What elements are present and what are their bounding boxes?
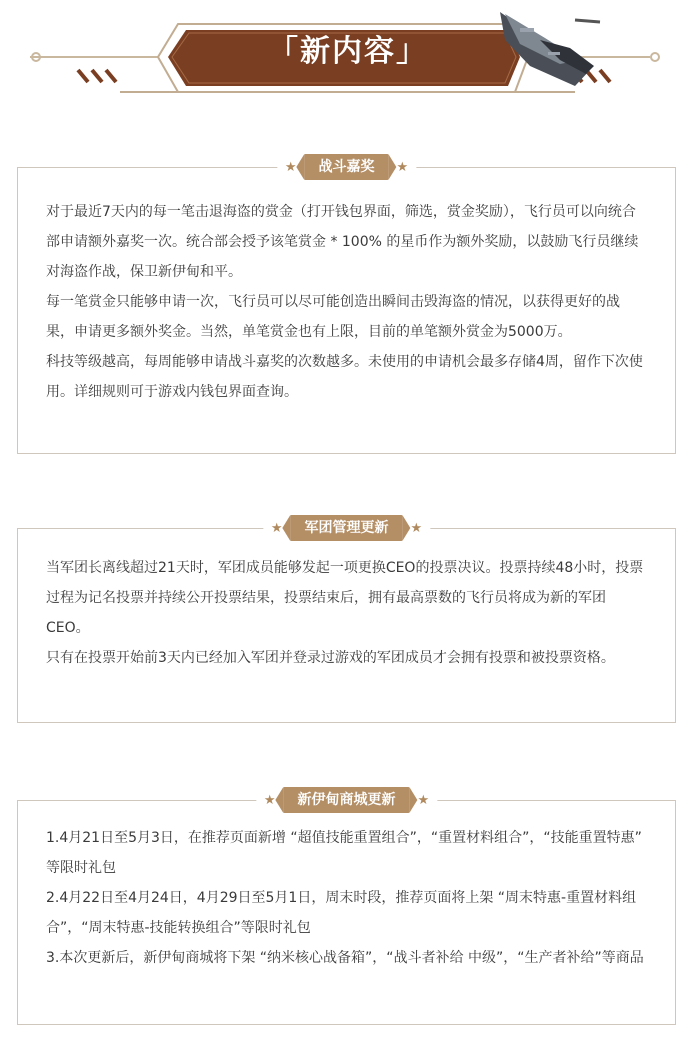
header-banner xyxy=(0,0,693,110)
star-icon: ★ xyxy=(263,792,276,808)
star-icon: ★ xyxy=(417,792,430,808)
list-item: 2.4月22日至4月24日，4月29日至5月1日，周末时段，推荐页面将上架 “周末特惠-重置材料组合”，“周末特惠-技能转换组合”等限时礼包 xyxy=(46,890,637,936)
star-icon: ★ xyxy=(284,159,297,175)
section-header xyxy=(263,515,430,541)
paragraph: 科技等级越高，每周能够申请战斗嘉奖的次数越多。未使用的申请机会最多存储4周，留作下次使用。详细规则可于游戏内钱包界面查询。 xyxy=(46,354,643,400)
star-icon: ★ xyxy=(410,520,423,536)
spaceship-icon xyxy=(500,12,600,86)
paragraph: 当军团长离线超过21天时，军团成员能够发起一项更换CEO的投票决议。投票持续48小时，投票过程为记名投票并持续公开投票结果，投票结束后，拥有最高票数的飞行员将成为新的军团CEO。 xyxy=(46,560,644,636)
star-icon: ★ xyxy=(270,520,283,536)
paragraph: 只有在投票开始前3天内已经加入军团并登录过游戏的军团成员才会拥有投票和被投票资格。 xyxy=(46,650,615,666)
section-body xyxy=(18,168,675,407)
section-title: 新伊甸商城更新 xyxy=(284,787,410,813)
section-store-update xyxy=(17,792,676,1025)
star-icon: ★ xyxy=(396,159,409,175)
list-item: 3.本次更新后，新伊甸商城将下架 “纳米核心战备箱”，“战斗者补给 中级”，“生产者补给”等商品 xyxy=(46,950,644,966)
section-title: 军团管理更新 xyxy=(291,515,403,541)
section-header xyxy=(277,154,416,180)
page-title: 「新内容」 xyxy=(268,34,428,69)
paragraph: 每一笔赏金只能够申请一次，飞行员可以尽可能创造出瞬间击毁海盗的情况，以获得更好的战果，申请更多额外奖金。当然，单笔赏金也有上限，目前的单笔额外赏金为5000万。 xyxy=(46,294,620,340)
section-body xyxy=(18,529,675,673)
section-corp-management xyxy=(17,520,676,723)
section-combat-reward xyxy=(17,159,676,454)
paragraph: 对于最近7天内的每一笔击退海盗的赏金（打开钱包界面，筛选，赏金奖励），飞行员可以向统合部申请额外嘉奖一次。统合部会授予该笔赏金 * 100% 的星币作为额外奖励，以鼓励飞行员继续对海盗作战，保卫新伊甸和平。 xyxy=(46,204,639,280)
section-header xyxy=(256,787,437,813)
section-body xyxy=(18,801,675,973)
section-title: 战斗嘉奖 xyxy=(305,154,389,180)
list-item: 1.4月21日至5月3日，在推荐页面新增 “超值技能重置组合”，“重置材料组合”，“技能重置特惠” 等限时礼包 xyxy=(46,830,642,876)
